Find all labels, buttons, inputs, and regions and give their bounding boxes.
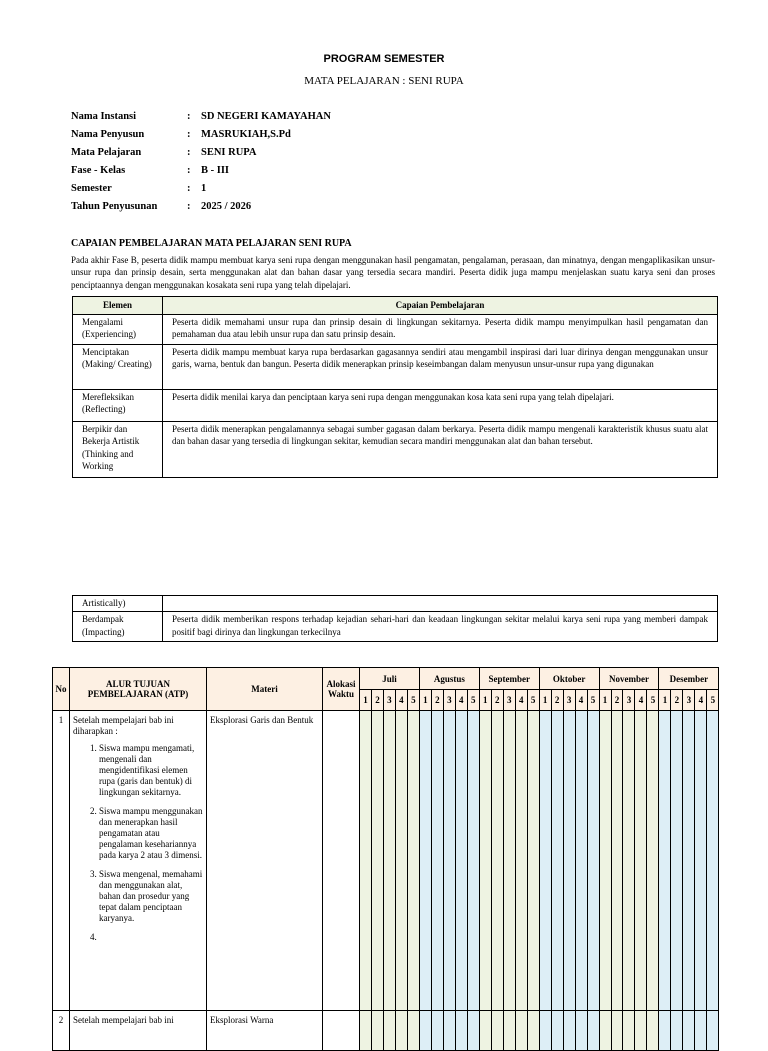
elemen-cell: Artistically) <box>73 596 163 612</box>
schedule-cell[interactable] <box>491 711 503 1011</box>
info-value: B - III <box>201 165 230 176</box>
week-header: 3 <box>503 690 515 711</box>
elemen-cell: Berpikir dan Bekerja Artistik (Thinking and Working <box>73 421 163 477</box>
info-value: MASRUKIAH,S.Pd <box>201 129 291 140</box>
month-header: Desember <box>659 668 719 690</box>
table-row <box>73 344 718 389</box>
month-header: September <box>479 668 539 690</box>
schedule-cell[interactable] <box>563 1011 575 1051</box>
schedule-cell[interactable] <box>647 711 659 1011</box>
schedule-cell[interactable] <box>563 711 575 1011</box>
week-header: 4 <box>455 690 467 711</box>
schedule-cell[interactable] <box>635 1011 647 1051</box>
week-header: 4 <box>635 690 647 711</box>
week-header: 2 <box>671 690 683 711</box>
schedule-cell[interactable] <box>479 1011 491 1051</box>
info-colon: : <box>187 147 191 158</box>
schedule-cell[interactable] <box>707 1011 719 1051</box>
col-alokasi-header: Alokasi Waktu <box>323 668 360 711</box>
schedule-cell[interactable] <box>360 711 372 1011</box>
capaian-cell: Peserta didik menerapkan pengalamannya sebagai sumber gagasan dalam berkarya. Peserta didik mampu mengenali karakteristik khusus suatu alat dan bahan dasar yang tersedia di lingkungan sekitar, kemudian secara mandiri menggunakan alat dan bahan tersebut. <box>163 421 718 477</box>
schedule-cell[interactable] <box>611 711 623 1011</box>
week-header: 1 <box>539 690 551 711</box>
week-header: 5 <box>647 690 659 711</box>
schedule-cell[interactable] <box>587 1011 599 1051</box>
alokasi-cell <box>323 1011 360 1051</box>
capaian-paragraph: Pada akhir Fase B, peserta didik mampu membuat karya seni rupa dengan menggunakan hasil pengamatan, pengalaman, perasaan, dan minatnya, dengan mengaplikasikan unsur-unsur rupa dan prinsip desain, serta menggunakan alat dan bahan dasar yang tersedia secara mandiri. Peserta didik juga mampu menjelaskan suatu karya seni dan proses penciptaannya dengan menggunakan kosakata seni rupa yang telah dipelajari. <box>71 255 715 290</box>
schedule-cell[interactable] <box>599 1011 611 1051</box>
schedule-cell[interactable] <box>671 711 683 1011</box>
schedule-cell[interactable] <box>671 1011 683 1051</box>
schedule-cell[interactable] <box>599 711 611 1011</box>
schedule-cell[interactable] <box>575 1011 587 1051</box>
list-item: 2. Siswa mampu menggunakan dan menerapkan hasil pengamatan atau pengalaman kesehariannya pada karya 2 atau 3 dimensi. <box>99 806 203 861</box>
alur-cell: Setelah mempelajari bab ini <box>70 1011 207 1051</box>
schedule-cell[interactable] <box>659 1011 671 1051</box>
info-colon: : <box>187 183 191 194</box>
week-header: 3 <box>443 690 455 711</box>
info-label: Mata Pelajaran <box>71 147 142 158</box>
col-elemen-header: Elemen <box>73 297 163 315</box>
table-header-row <box>53 668 719 690</box>
schedule-cell[interactable] <box>587 711 599 1011</box>
materi-cell: Eksplorasi Warna <box>207 1011 323 1051</box>
schedule-cell[interactable] <box>539 1011 551 1051</box>
info-colon: : <box>187 129 191 140</box>
schedule-cell[interactable] <box>575 711 587 1011</box>
week-header: 3 <box>623 690 635 711</box>
info-value: SD NEGERI KAMAYAHAN <box>201 111 331 122</box>
week-header: 2 <box>551 690 563 711</box>
schedule-cell[interactable] <box>647 1011 659 1051</box>
schedule-cell[interactable] <box>707 711 719 1011</box>
schedule-cell[interactable] <box>431 711 443 1011</box>
capaian-table <box>72 296 718 478</box>
schedule-cell[interactable] <box>623 711 635 1011</box>
capaian-cell: Peserta didik memahami unsur rupa dan prinsip desain di lingkungan sekitarnya. Peserta didik mampu menyimpulkan hasil pengamatan dan pemahaman dua atau lebih unsur rupa dan satu prinsip desain. <box>163 314 718 344</box>
capaian-heading: CAPAIAN PEMBELAJARAN MATA PELAJARAN SENI RUPA <box>71 238 352 249</box>
schedule-cell[interactable] <box>455 711 467 1011</box>
alur-intro: Setelah mempelajari bab ini diharapkan : <box>73 715 174 736</box>
col-alur-header: ALUR TUJUAN PEMBELAJARAN (ATP) <box>70 668 207 711</box>
list-item: 1. Siswa mampu mengamati, mengenali dan mengidentifikasi elemen rupa (garis dan bentuk) di lingkungan sekitarnya. <box>99 743 203 798</box>
table-row <box>73 389 718 421</box>
elemen-cell: Merefleksikan (Reflecting) <box>73 389 163 421</box>
schedule-cell[interactable] <box>611 1011 623 1051</box>
schedule-cell[interactable] <box>503 711 515 1011</box>
month-header: November <box>599 668 659 690</box>
alur-list <box>73 743 203 943</box>
schedule-cell[interactable] <box>539 711 551 1011</box>
info-value: SENI RUPA <box>201 147 257 158</box>
info-colon: : <box>187 201 191 212</box>
col-capaian-header: Capaian Pembelajaran <box>163 297 718 315</box>
schedule-cell[interactable] <box>443 1011 455 1051</box>
week-header: 5 <box>527 690 539 711</box>
schedule-cell[interactable] <box>551 1011 563 1051</box>
week-header: 1 <box>419 690 431 711</box>
capaian-cell: Peserta didik mampu membuat karya rupa berdasarkan gagasannya sendiri atau mengambil inspirasi dari luar dirinya dengan menggunakan unsur garis, warna, bentuk dan bangun. Peserta didik menerapkan prinsip keseimbangan dalam menyusun unsur-unsur rupa yang digunakan <box>163 344 718 389</box>
schedule-cell[interactable] <box>527 711 539 1011</box>
schedule-cell[interactable] <box>491 1011 503 1051</box>
alokasi-cell <box>323 711 360 1011</box>
schedule-cell[interactable] <box>659 711 671 1011</box>
month-header: Juli <box>360 668 420 690</box>
info-label: Nama Penyusun <box>71 129 145 140</box>
week-header: 2 <box>431 690 443 711</box>
week-header: 5 <box>587 690 599 711</box>
table-header-row <box>73 297 718 315</box>
schedule-cell[interactable] <box>695 1011 707 1051</box>
schedule-cell[interactable] <box>683 1011 695 1051</box>
schedule-cell[interactable] <box>551 711 563 1011</box>
schedule-cell[interactable] <box>383 1011 395 1051</box>
table-row <box>73 314 718 344</box>
info-label: Tahun Penyusunan <box>71 201 158 212</box>
week-header: 4 <box>575 690 587 711</box>
schedule-cell[interactable] <box>407 711 419 1011</box>
elemen-cell: Mengalami (Experiencing) <box>73 314 163 344</box>
alur-cell <box>70 711 207 1011</box>
schedule-cell[interactable] <box>419 1011 431 1051</box>
schedule-cell[interactable] <box>395 711 407 1011</box>
table-row <box>73 612 718 642</box>
elemen-cell: Menciptakan (Making/ Creating) <box>73 344 163 389</box>
month-header: Oktober <box>539 668 599 690</box>
schedule-cell[interactable] <box>360 1011 372 1051</box>
info-label: Nama Instansi <box>71 111 137 122</box>
schedule-cell[interactable] <box>479 711 491 1011</box>
schedule-cell[interactable] <box>515 1011 527 1051</box>
schedule-cell[interactable] <box>443 711 455 1011</box>
page-title: PROGRAM SEMESTER <box>323 53 445 65</box>
info-colon: : <box>187 165 191 176</box>
info-label: Semester <box>71 183 112 194</box>
schedule-cell[interactable] <box>695 711 707 1011</box>
table-row <box>53 1011 719 1051</box>
row-number: 1 <box>53 711 70 1011</box>
materi-cell: Eksplorasi Garis dan Bentuk <box>207 711 323 1011</box>
month-header: Agustus <box>419 668 479 690</box>
week-header: 1 <box>360 690 372 711</box>
schedule-cell[interactable] <box>527 1011 539 1051</box>
schedule-cell[interactable] <box>635 711 647 1011</box>
info-value: 2025 / 2026 <box>201 201 252 212</box>
list-item: 3. Siswa mengenal, memahami dan menggunakan alat, bahan dan prosedur yang tepat dalam penciptaan karyanya. <box>99 869 203 924</box>
schedule-cell[interactable] <box>467 1011 479 1051</box>
schedule-cell[interactable] <box>419 711 431 1011</box>
week-header: 1 <box>479 690 491 711</box>
schedule-cell[interactable] <box>371 1011 383 1051</box>
schedule-cell[interactable] <box>455 1011 467 1051</box>
week-header: 3 <box>383 690 395 711</box>
schedule-cell[interactable] <box>371 711 383 1011</box>
week-header: 2 <box>611 690 623 711</box>
schedule-cell[interactable] <box>395 1011 407 1051</box>
capaian-table-continued <box>72 595 718 642</box>
week-header: 4 <box>515 690 527 711</box>
info-label: Fase - Kelas <box>71 165 126 176</box>
list-item <box>99 932 203 943</box>
week-header: 3 <box>563 690 575 711</box>
week-header: 3 <box>683 690 695 711</box>
week-header: 5 <box>467 690 479 711</box>
col-materi-header: Materi <box>207 668 323 711</box>
col-no-header: No <box>53 668 70 711</box>
schedule-cell[interactable] <box>623 1011 635 1051</box>
info-colon: : <box>187 111 191 122</box>
schedule-cell[interactable] <box>467 711 479 1011</box>
week-header: 4 <box>695 690 707 711</box>
schedule-cell[interactable] <box>431 1011 443 1051</box>
week-header: 1 <box>659 690 671 711</box>
week-header: 1 <box>599 690 611 711</box>
week-header: 2 <box>491 690 503 711</box>
table-row <box>53 711 719 1011</box>
schedule-cell[interactable] <box>515 711 527 1011</box>
schedule-cell[interactable] <box>503 1011 515 1051</box>
atp-table <box>52 667 719 1051</box>
schedule-cell[interactable] <box>383 711 395 1011</box>
elemen-cell: Berdampak (Impacting) <box>73 612 163 642</box>
capaian-cell: Peserta didik memberikan respons terhadap kejadian sehari-hari dan keadaan lingkungan sekitar melalui karya seni rupa yang memberi dampak positif bagi dirinya dan lingkungan terkecilnya <box>163 612 718 642</box>
table-row <box>73 421 718 477</box>
week-header: 2 <box>371 690 383 711</box>
row-number: 2 <box>53 1011 70 1051</box>
page-subtitle: MATA PELAJARAN : SENI RUPA <box>304 75 464 87</box>
week-header: 5 <box>707 690 719 711</box>
week-header: 5 <box>407 690 419 711</box>
schedule-cell[interactable] <box>407 1011 419 1051</box>
table-row <box>73 596 718 612</box>
schedule-cell[interactable] <box>683 711 695 1011</box>
info-value: 1 <box>201 183 207 194</box>
capaian-cell <box>163 596 718 612</box>
capaian-cell: Peserta didik menilai karya dan penciptaan karya seni rupa dengan menggunakan kosa kata seni rupa yang telah dipelajari. <box>163 389 718 421</box>
week-header: 4 <box>395 690 407 711</box>
